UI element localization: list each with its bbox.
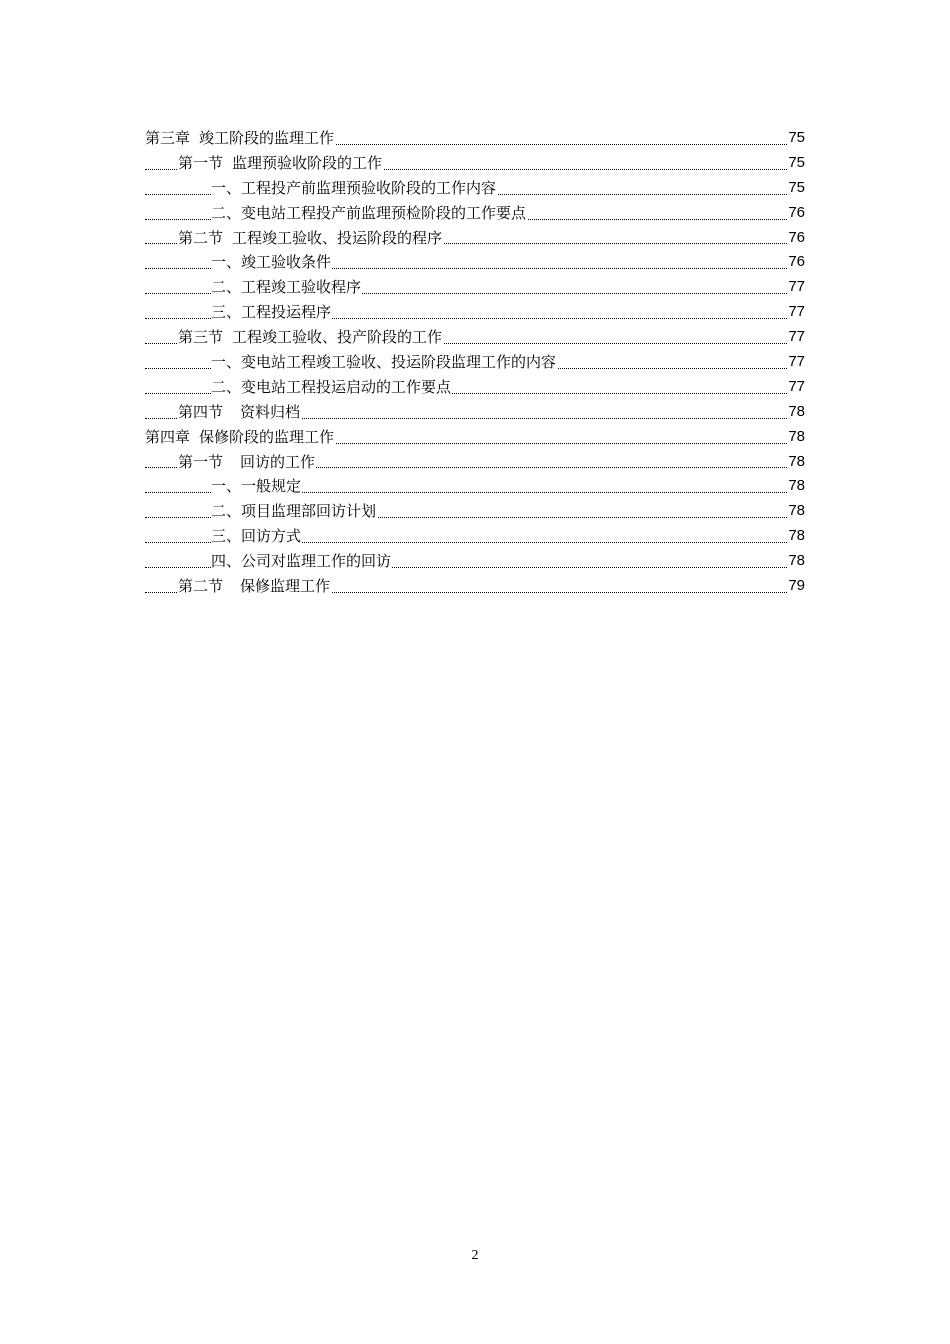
toc-page-number: 77 — [787, 275, 805, 300]
toc-subsection-entry[interactable] — [0, 350, 950, 375]
toc-page-number: 77 — [787, 350, 805, 375]
toc-entry-label — [145, 425, 335, 450]
toc-entry-label — [211, 524, 302, 549]
toc-entry-title: 变电站工程投运启动的工作要点 — [241, 377, 452, 396]
toc-entry-label — [211, 375, 452, 400]
toc-entry-title: 保修监理工作 — [240, 577, 331, 596]
toc-page-number: 77 — [787, 325, 805, 350]
toc-entry-number: 第一节 — [178, 452, 224, 471]
toc-page-number: 77 — [787, 375, 805, 400]
toc-page-number: 78 — [787, 499, 805, 524]
toc-entry-label — [178, 574, 331, 599]
toc-entry-label — [211, 499, 377, 524]
table-of-contents — [0, 126, 950, 599]
toc-entry-number: 二、 — [211, 203, 242, 222]
toc-page-number: 75 — [787, 126, 805, 151]
toc-page-number: 78 — [787, 474, 805, 499]
toc-entry-title: 工程竣工验收程序 — [241, 278, 362, 297]
toc-entry-number: 第四节 — [178, 402, 224, 421]
toc-page-number: 75 — [787, 151, 805, 176]
toc-section-entry[interactable] — [0, 450, 950, 475]
toc-entry-label — [145, 126, 335, 151]
toc-chapter-entry[interactable] — [0, 425, 950, 450]
toc-entry-title: 保修阶段的监理工作 — [199, 427, 335, 446]
toc-subsection-entry[interactable] — [0, 275, 950, 300]
toc-section-entry[interactable] — [0, 574, 950, 599]
toc-entry-label — [211, 474, 302, 499]
toc-entry-number: 第二节 — [178, 577, 224, 596]
toc-entry-label — [211, 350, 557, 375]
toc-entry-label — [178, 325, 443, 350]
toc-entry-title: 变电站工程竣工验收、投运阶段监理工作的内容 — [241, 353, 557, 372]
toc-entry-number: 第三节 — [178, 328, 224, 347]
toc-subsection-entry[interactable] — [0, 201, 950, 226]
toc-entry-title: 竣工验收条件 — [241, 253, 332, 272]
toc-entry-title: 变电站工程投产前监理预检阶段的工作要点 — [241, 203, 527, 222]
toc-entry-label — [178, 226, 443, 251]
toc-section-entry[interactable] — [0, 226, 950, 251]
toc-entry-title: 工程投运程序 — [241, 303, 332, 322]
toc-page-number: 75 — [787, 176, 805, 201]
toc-entry-number: 第二节 — [178, 228, 224, 247]
toc-entry-number: 一、 — [211, 477, 242, 496]
toc-entry-label — [211, 549, 392, 574]
toc-subsection-entry[interactable] — [0, 524, 950, 549]
toc-entry-number: 第四章 — [145, 427, 191, 446]
toc-page-number: 78 — [787, 450, 805, 475]
toc-subsection-entry[interactable] — [0, 375, 950, 400]
toc-page-number: 76 — [787, 226, 805, 251]
toc-subsection-entry[interactable] — [0, 549, 950, 574]
toc-entry-title: 工程竣工验收、投运阶段的程序 — [232, 228, 443, 247]
toc-entry-label — [211, 201, 527, 226]
toc-subsection-entry[interactable] — [0, 176, 950, 201]
toc-page-number: 76 — [787, 201, 805, 226]
toc-page-number: 78 — [787, 425, 805, 450]
toc-page-number: 76 — [787, 250, 805, 275]
toc-subsection-entry[interactable] — [0, 474, 950, 499]
toc-section-entry[interactable] — [0, 151, 950, 176]
toc-entry-number: 二、 — [211, 502, 242, 521]
toc-entry-label — [211, 300, 332, 325]
toc-entry-title: 回访方式 — [241, 527, 302, 546]
toc-entry-number: 第一节 — [178, 153, 224, 172]
toc-page-number: 77 — [787, 300, 805, 325]
toc-entry-title: 竣工阶段的监理工作 — [199, 129, 335, 147]
toc-entry-label — [178, 450, 316, 475]
toc-page-number: 78 — [787, 400, 805, 425]
toc-entry-label — [211, 275, 362, 300]
toc-page-number: 78 — [787, 524, 805, 549]
toc-entry-label — [211, 176, 497, 201]
toc-entry-number: 一、 — [211, 178, 242, 197]
toc-entry-title: 项目监理部回访计划 — [241, 502, 377, 521]
toc-entry-label — [178, 151, 383, 176]
toc-subsection-entry[interactable] — [0, 300, 950, 325]
toc-entry-title: 监理预验收阶段的工作 — [232, 153, 383, 172]
toc-entry-title: 工程竣工验收、投产阶段的工作 — [232, 328, 443, 347]
toc-chapter-entry[interactable] — [0, 126, 950, 151]
toc-entry-title: 工程投产前监理预验收阶段的工作内容 — [241, 178, 497, 197]
page-number: 2 — [471, 1248, 479, 1263]
toc-section-entry[interactable] — [0, 325, 950, 350]
toc-page-number: 79 — [787, 574, 805, 599]
toc-entry-number: 一、 — [211, 353, 242, 372]
toc-entry-number: 四、 — [211, 552, 242, 571]
toc-entry-number: 第三章 — [145, 129, 191, 147]
toc-entry-title: 公司对监理工作的回访 — [241, 552, 392, 571]
toc-entry-number: 三、 — [211, 303, 242, 322]
toc-entry-number: 二、 — [211, 377, 242, 396]
toc-entry-number: 一、 — [211, 253, 242, 272]
toc-entry-number: 三、 — [211, 527, 242, 546]
toc-entry-number: 二、 — [211, 278, 242, 297]
toc-entry-title: 回访的工作 — [240, 452, 316, 471]
toc-subsection-entry[interactable] — [0, 250, 950, 275]
toc-subsection-entry[interactable] — [0, 499, 950, 524]
toc-entry-title: 一般规定 — [241, 477, 302, 496]
toc-page-number: 78 — [787, 549, 805, 574]
toc-entry-label — [178, 400, 301, 425]
toc-section-entry[interactable] — [0, 400, 950, 425]
toc-entry-label — [211, 250, 332, 275]
toc-entry-title: 资料归档 — [240, 402, 301, 421]
